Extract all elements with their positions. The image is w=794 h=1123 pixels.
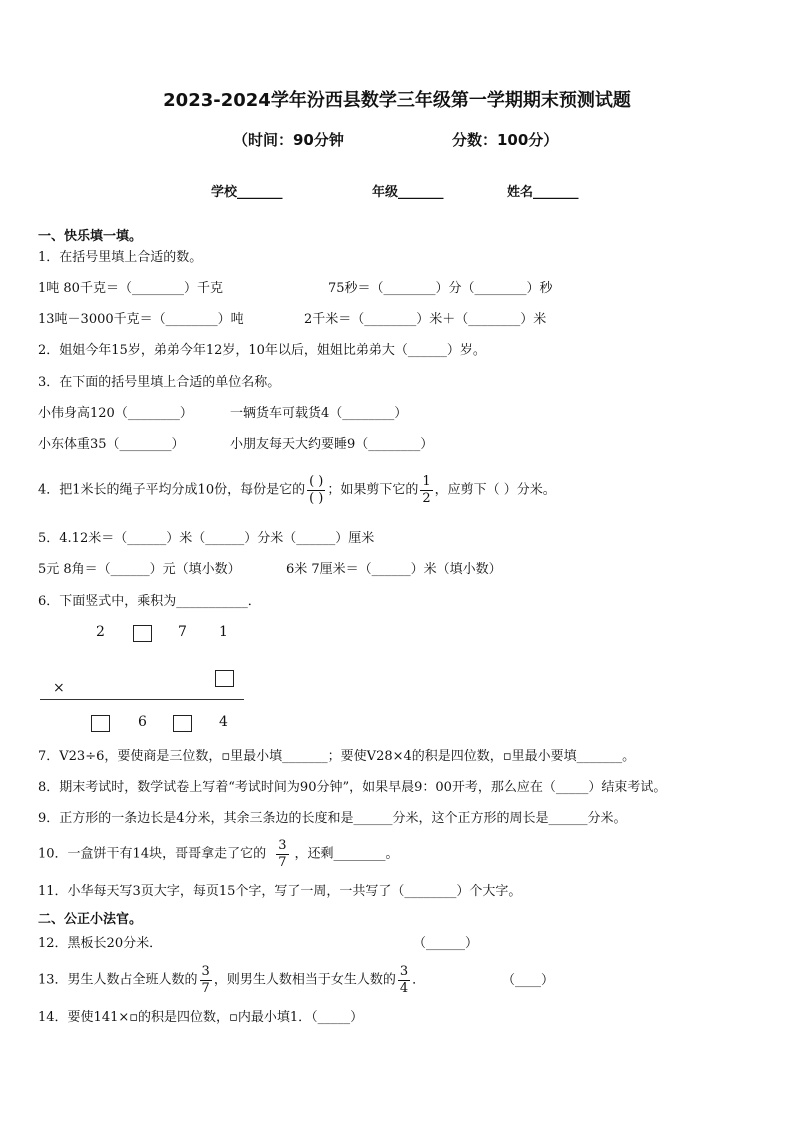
question-5a[interactable]: 5．4.12米＝（______）米（______）分米（______）厘米 [38, 531, 375, 546]
question-13-fraction-a: $\frac{3}{7}$ [201, 964, 210, 996]
digit: 1 [219, 624, 228, 640]
question-1: 1．在括号里填上合适的数。 [38, 250, 203, 265]
question-3c[interactable]: 小东体重35（________） [38, 437, 185, 452]
blank-box[interactable] [173, 715, 192, 732]
question-13-answer[interactable]: （____） [502, 973, 555, 988]
question-4-fraction-half: $\frac{1}{2}$ [422, 474, 431, 506]
question-13-part3: ． [412, 972, 426, 988]
question-11[interactable]: 11．小华每天写3页大字，每页15个字，写了一周，一共写了（________）个大字。 [38, 884, 522, 899]
question-7[interactable]: 7．V23÷6，要使商是三位数，▫里最小填_______；要使V28×4的积是四位数，▫里最小要填_______。 [38, 749, 636, 764]
question-9[interactable]: 9．正方形的一条边长是4分米，其余三条边的长度和是______分米，这个正方形的周长是______分米。 [38, 811, 627, 826]
digit: 2 [96, 624, 105, 640]
question-10-part2: ，还剩________。 [294, 846, 399, 862]
question-1b[interactable]: 75秒＝（________）分（________）秒 [328, 281, 553, 296]
divider-line [40, 699, 244, 700]
school-field[interactable]: 学校_______ [211, 185, 283, 200]
question-13-fraction-b: $\frac{3}{4}$ [399, 964, 409, 996]
question-2[interactable]: 2．姐姐今年15岁，弟弟今年12岁，10年以后，姐姐比弟弟大（______）岁。 [38, 343, 486, 358]
times-sign: × [53, 680, 65, 696]
question-4[interactable] [38, 474, 556, 507]
question-5b[interactable]: 5元 8角＝（______）元（填小数） [38, 562, 241, 577]
question-12-answer[interactable]: （______） [413, 936, 479, 951]
question-4-part3: ，应剪下（ ）分米。 [434, 482, 556, 498]
exam-score: 分数：100分） [452, 131, 559, 149]
question-3a[interactable]: 小伟身高120（________） [38, 406, 193, 421]
grade-field[interactable]: 年级_______ [372, 185, 444, 200]
exam-time: （时间：90分钟 [233, 131, 344, 149]
question-13[interactable] [38, 964, 425, 997]
blank-box[interactable] [91, 715, 110, 732]
question-10-part1: 10．一盒饼干有14块，哥哥拿走了它的 [38, 846, 267, 862]
question-13-part2: ，则男生人数相当于女生人数的 [213, 972, 396, 988]
question-10[interactable] [38, 838, 399, 871]
section-heading-fill: 一、快乐填一填。 [38, 229, 143, 244]
question-12: 12．黑板长20分米． [38, 936, 163, 951]
blank-box[interactable] [133, 625, 152, 642]
question-5c[interactable]: 6米 7厘米＝（______）米（填小数） [286, 562, 502, 577]
digit: 7 [178, 624, 187, 640]
question-3: 3．在下面的括号里填上合适的单位名称。 [38, 375, 281, 390]
digit: 6 [138, 714, 147, 730]
section-heading-judge: 二、公正小法官。 [38, 912, 143, 927]
question-14[interactable]: 14．要使141×▫的积是四位数，▫内最小填1．（_____） [38, 1010, 364, 1025]
blank-box[interactable] [215, 670, 234, 687]
question-6[interactable]: 6．下面竖式中，乘积为___________． [38, 594, 261, 609]
question-4-part2: ；如果剪下它的 [327, 482, 419, 498]
question-3d[interactable]: 小朋友每天大约要睡9（________） [230, 437, 434, 452]
question-4-fraction-blank[interactable]: $\frac{( )}{( )}$ [309, 474, 324, 506]
question-1c[interactable]: 13吨－3000千克＝（________）吨 [38, 312, 244, 327]
page-title: 2023-2024学年汾西县数学三年级第一学期期末预测试题 [163, 90, 631, 111]
question-13-part1: 13．男生人数占全班人数的 [38, 972, 198, 988]
question-4-part1: 4．把1米长的绳子平均分成10份，每份是它的 [38, 482, 306, 498]
question-1a[interactable]: 1吨 80千克＝（________）千克 [38, 281, 223, 296]
question-1d[interactable]: 2千米＝（________）米＋（________）米 [304, 312, 547, 327]
question-3b[interactable]: 一辆货车可载货4（________） [230, 406, 408, 421]
question-8[interactable]: 8．期末考试时，数学试卷上写着“考试时间为90分钟”，如果早晨9：00开考，那么应在（_____）结束考试。 [38, 780, 667, 795]
name-field[interactable]: 姓名_______ [507, 185, 579, 200]
digit: 4 [219, 714, 228, 730]
question-10-fraction: $\frac{3}{7}$ [278, 838, 287, 870]
